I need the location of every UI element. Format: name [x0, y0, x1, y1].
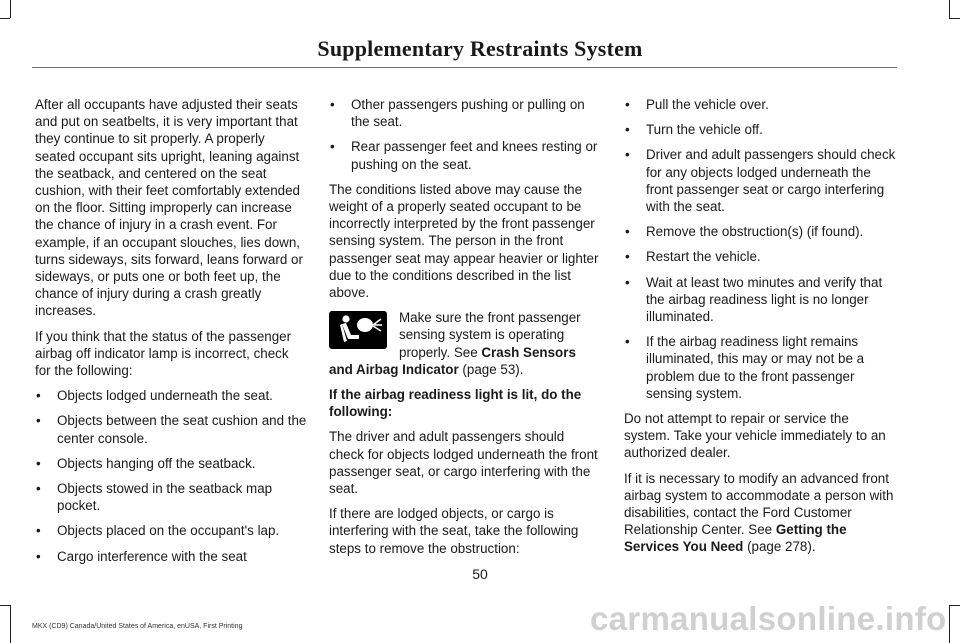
- list-item: • Objects lodged underneath the seat.: [35, 387, 307, 404]
- list-item: • Wait at least two minutes and verify that the airbag readiness light is no longer illuminated.: [624, 274, 896, 326]
- list-item: • Objects hanging off the seatback.: [35, 455, 307, 472]
- list-item: • Objects between the seat cushion and the center console.: [35, 412, 307, 446]
- paragraph: If there are lodged objects, or cargo is interfering with the seat, take the following steps to remove the obstruction:: [329, 506, 579, 556]
- page-reference: (page 53).: [458, 361, 524, 377]
- airbag-note: [329, 309, 601, 378]
- list-item: • Objects stowed in the seatback map pocket.: [35, 480, 307, 514]
- crop-mark: [949, 605, 950, 643]
- list-item: • Rear passenger feet and knees resting or pushing on the seat.: [329, 138, 601, 172]
- list-item: • Restart the vehicle.: [624, 248, 896, 265]
- watermark: carmanualsonline.info: [590, 600, 947, 637]
- crop-mark: [10, 0, 11, 18]
- list-item: • Cargo interference with the seat: [35, 548, 307, 565]
- note-text: Make sure the front passenger sensing system is operating properly. See: [399, 310, 581, 360]
- list-item: • Pull the vehicle over.: [624, 96, 896, 113]
- crop-mark: [0, 18, 10, 19]
- steps-list: [624, 96, 896, 402]
- condition-list: [329, 96, 601, 173]
- list-item: • If the airbag readiness light remains illuminated, this may or may not be a problem due to the front passenger sensing system.: [624, 333, 896, 402]
- section-heading: If the airbag readiness light is lit, do the following:: [329, 387, 582, 420]
- list-item: • Driver and adult passengers should check for any objects lodged underneath the front passenger seat or cargo interfering with the seat.: [624, 146, 896, 215]
- crop-mark: [0, 605, 10, 606]
- crop-mark: [949, 605, 960, 606]
- footer-text: MKX (CD9) Canada/United States of America, enUSA, First Printing: [32, 623, 243, 630]
- crop-mark: [949, 18, 960, 19]
- paragraph: The driver and adult passengers should check for objects lodged underneath the front passenger seat, or cargo interfering with the seat.: [329, 429, 598, 497]
- paragraph: The conditions listed above may cause the weight of a properly seated occupant to be incorrectly interpreted by the front passenger sensing system. The person in the front passenger seat may appear heavier or lighter due to the conditions described in the list above.: [329, 181, 599, 301]
- airbag-warning-icon: [329, 311, 387, 349]
- list-item: • Turn the vehicle off.: [624, 121, 896, 138]
- paragraph: After all occupants have adjusted their seats and put on seatbelts, it is very important that they continue to sit properly. A properly seated occupant sits upright, leaning against the seatback, and centered on the seat cushion, with their feet comfortably extended on the floor. Sitting improperly can increase the chance of injury in a crash event. For example, if an occupant slouches, lies down, turns sideways, sits forward, leans forward or sideways, or puts one or both feet up, the chance of injury during a crash greatly increases.: [35, 97, 303, 319]
- list-item: • Other passengers pushing or pulling on the seat.: [329, 96, 601, 130]
- page-title: Supplementary Restraints System: [317, 36, 643, 61]
- check-list: [35, 387, 307, 565]
- cross-reference-link[interactable]: Getting the Services You Need: [624, 522, 847, 555]
- crop-mark: [949, 0, 950, 18]
- column-1: [35, 96, 307, 573]
- list-item: • Remove the obstruction(s) (if found).: [624, 223, 896, 240]
- column-3: [624, 96, 896, 564]
- list-item: • Objects placed on the occupant's lap.: [35, 522, 307, 539]
- page-number: 50: [472, 566, 488, 582]
- cross-reference-link[interactable]: Crash Sensors and Airbag Indicator: [329, 344, 576, 377]
- paragraph: Do not attempt to repair or service the system. Take your vehicle immediately to an authorized dealer.: [624, 411, 886, 461]
- paragraph: If it is necessary to modify an advanced front airbag system to accommodate a person with disabilities, contact the Ford Customer Relationship Center. See Getting the Services You Need (page 278).: [624, 470, 894, 555]
- crop-mark: [10, 605, 11, 643]
- paragraph: If you think that the status of the passenger airbag off indicator lamp is incorrect, check for the following:: [35, 328, 292, 379]
- title-divider: [32, 67, 897, 68]
- column-2: [329, 96, 601, 565]
